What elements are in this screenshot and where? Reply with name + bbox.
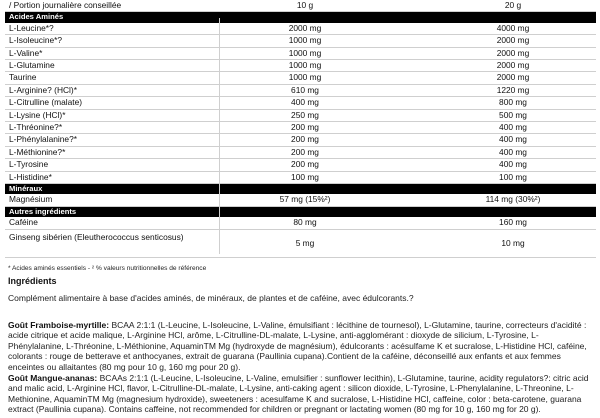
row-value-20g: 400 mg <box>499 159 527 170</box>
row-value-20g: 2000 mg <box>496 47 530 58</box>
row-value-20g: 20 g <box>504 0 522 10</box>
row-label: L-Thréonine?* <box>9 122 63 133</box>
row-value-10g: 400 mg <box>291 97 319 108</box>
row-value-10g: 200 mg <box>291 122 319 133</box>
table-row <box>5 147 596 159</box>
flavor-label: Goût Mangue-ananas: <box>8 373 98 383</box>
table-row <box>5 172 596 184</box>
flavor-text: BCAA 2:1:1 (L-Leucine, L-Isoleucine, L-Valine, émulsifiant : lécithine de tournesol), L-Glutamine, taurine, correcteurs d'acidité : acide citrique et acide malique, L-Arginine HCl, arôme, L-Citrulline-DL-malate, L-Lysine, anti-agglomérant : dioxyde de silicium, L-Tyrosine, L-Phénylalanine, L-Thréonine, L-Méthionine, AquaminTM Mg (hydroxyde de magnésium), édulcorants : acésulfame K et sucralose, L-Histidine HCl, caféine, colorants : rouge de betterave et anthocyanes, extrait de guarana (Paullinia cupana).Contient de la caféine, déconseillé aux enfants et aux femmes enceintes ou allaitantes (80 mg pour 10 g, 160 mg pour 20 g). <box>8 320 587 372</box>
table-row <box>5 134 596 146</box>
row-value-10g: 250 mg <box>291 109 319 120</box>
section-header-other: Autres ingrédients <box>5 207 596 218</box>
row-label: L-Phénylalanine?* <box>9 134 77 145</box>
row-label: L-Histidine* <box>9 171 52 182</box>
row-value-20g: 2000 mg <box>496 35 530 46</box>
ingredients-title: Ingrédients <box>8 276 57 286</box>
row-label: L-Leucine*? <box>9 22 54 33</box>
row-value-10g: 200 mg <box>291 146 319 157</box>
row-label: / Portion journalière conseillée <box>9 0 122 10</box>
row-value-20g: 100 mg <box>499 171 527 182</box>
table-row <box>5 194 596 206</box>
row-value-10g: 10 g <box>296 0 314 10</box>
table-row <box>5 35 596 47</box>
ingredients-mangue <box>8 373 592 415</box>
row-value-20g: 400 mg <box>499 146 527 157</box>
row-value-10g: 57 mg (15%²) <box>279 194 331 205</box>
column-divider <box>219 18 220 254</box>
row-label: L-Glutamine <box>9 60 55 71</box>
row-value-20g: 114 mg (30%²) <box>485 194 541 205</box>
nutrition-table <box>5 0 596 258</box>
table-row <box>5 110 596 122</box>
table-top-row <box>5 0 596 12</box>
table-row <box>5 23 596 35</box>
row-value-20g: 2000 mg <box>496 72 530 83</box>
row-label: Taurine <box>9 72 37 83</box>
table-row <box>5 48 596 60</box>
row-value-10g: 610 mg <box>291 84 319 95</box>
section-header-minerals: Minéraux <box>5 184 596 195</box>
table-row <box>5 85 596 97</box>
row-value-20g: 500 mg <box>499 109 527 120</box>
table-row <box>5 72 596 84</box>
row-value-20g: 4000 mg <box>496 22 530 33</box>
row-label: L-Valine* <box>9 47 43 58</box>
ingredients-intro: Complément alimentaire à base d'acides aminés, de minéraux, de plantes et de caféine, avec édulcorants.? <box>8 293 414 303</box>
row-label: L-Lysine (HCl)* <box>9 109 66 120</box>
row-label: Magnésium <box>9 194 53 205</box>
table-footnote: * Acides aminés essentiels - ² % valeurs nutritionnelles de référence <box>8 265 207 272</box>
row-label: L-Citrulline (malate) <box>9 97 83 108</box>
row-label: L-Arginine? (HCl)* <box>9 84 77 95</box>
row-value-10g: 1000 mg <box>288 47 322 58</box>
row-value-10g: 1000 mg <box>288 35 322 46</box>
row-value-10g: 200 mg <box>291 159 319 170</box>
section-header-amino: Acides Aminés <box>5 12 596 23</box>
row-value-10g: 200 mg <box>291 134 319 145</box>
flavor-label: Goût Framboise-myrtille: <box>8 320 110 330</box>
table-row <box>5 122 596 134</box>
flavor-text: BCAAs 2:1:1 (L-Leucine, L-Isoleucine, L-Valine, emulsifier : sunflower lecithin), L-Glutamine, taurine, acidity regulators?: citric acid and malic acid, L-Arginine HCl, flavor, L-Citrulline-DL-malate, L-Lysine, anti-caking agent : silicon dioxide, L-Tyrosine, L-Phenylalanine, L-Threonine, L-Methionine, AquaminTM Mg (magnesium hydroxide), sweeteners : acesulfame K and sucralose, L-Histidine HCl, caffeine, color : beta-carotene, guarana extract (Paullinia cupana). Contains caffeine, not recommended for children or pregnant or lactating women (80 mg for 10 g, 160 mg for 20 g). <box>8 373 589 415</box>
table-row: Ginseng sibérien (Eleutherococcus senticosus) 5 mg 10 mg <box>5 230 596 258</box>
table-row: Caféine 80 mg 160 mg <box>5 217 596 229</box>
table-row <box>5 97 596 109</box>
row-value-20g: 400 mg <box>499 134 527 145</box>
ingredients-framboise <box>8 320 592 372</box>
row-value-10g: 1000 mg <box>288 60 322 71</box>
row-value-10g: 100 mg <box>291 171 319 182</box>
row-label: L-Tyrosine <box>9 159 49 170</box>
row-label: L-Méthionine?* <box>9 146 66 157</box>
row-value-20g: 1220 mg <box>496 84 530 95</box>
row-value-20g: 2000 mg <box>496 60 530 71</box>
row-value-10g: 2000 mg <box>288 22 322 33</box>
table-row <box>5 60 596 72</box>
row-label: L-Isoleucine*? <box>9 35 63 46</box>
table-row <box>5 159 596 171</box>
row-value-20g: 800 mg <box>499 97 527 108</box>
row-value-20g: 400 mg <box>499 122 527 133</box>
row-value-10g: 1000 mg <box>288 72 322 83</box>
